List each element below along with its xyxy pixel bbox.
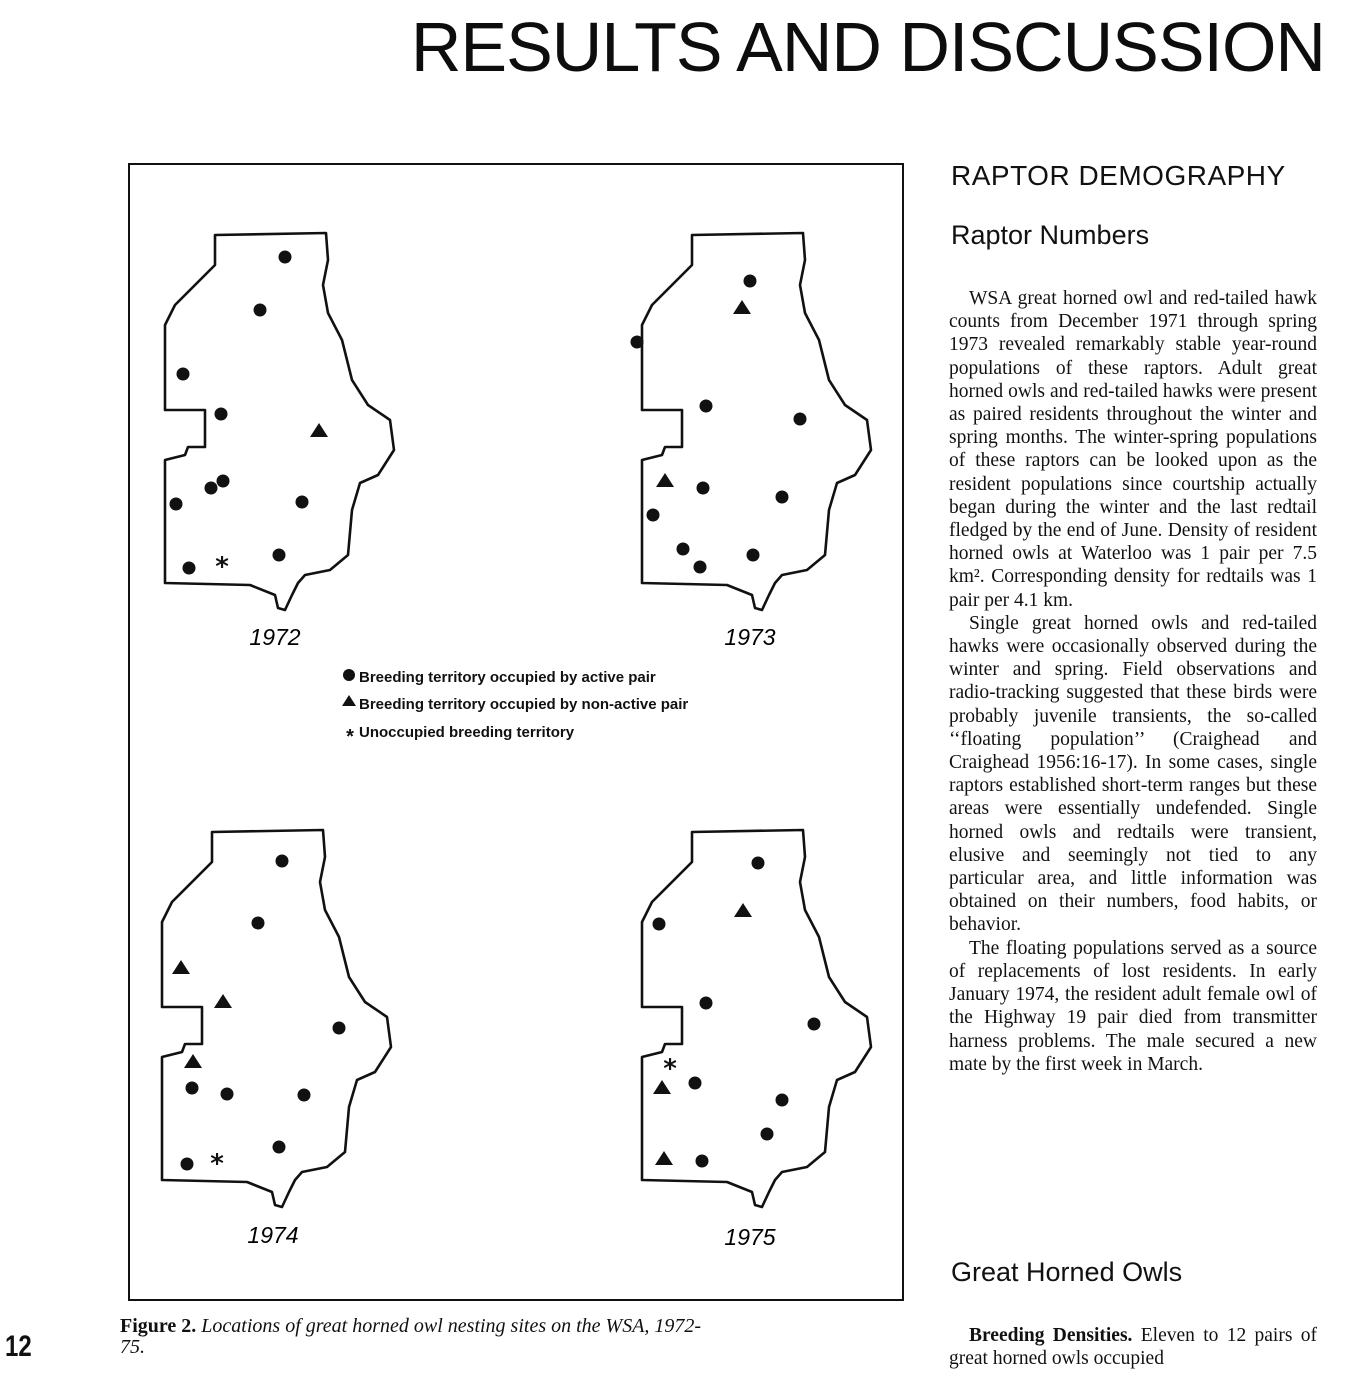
unoccupied-marker-1974: *: [210, 1149, 224, 1179]
paragraph: The floating populations served as a source of replacements of lost residents. In early January 1974, the resident adult female owl of the Highway 19 pair died from transmitter harness problems. The male secured a new mate by the first week in March.: [949, 937, 1317, 1075]
page-number: 12: [5, 1330, 32, 1363]
non-active-pair-marker-1974a: [172, 960, 190, 974]
run-in-heading: Breeding Densities.: [969, 1325, 1133, 1346]
map-year-label: 1974: [247, 1222, 299, 1248]
non-active-pair-marker-1975a: [734, 903, 752, 917]
paragraph: Single great horned owls and red-tailed hawks were occasionally observed during the winter and spring. Field observations and radio-tracking suggested that these birds were probably juvenile transients, the so-called ‘‘floating population’’ (Craighead and Craighead 1956:16-17). In some cases, single raptors established short-term ranges but these areas were essentially undefended. Single horned owls and redtails were transient, elusive and seemingly not tied to any particular area, and little information was obtained on their numbers, food habits, or behavior.: [949, 612, 1317, 936]
subsection-title: Raptor Numbers: [951, 220, 1150, 250]
active-pair-markers-1973: [631, 275, 807, 574]
map-1974: [162, 830, 391, 1207]
active-pair-markers-1974: [181, 855, 346, 1171]
page-heading: RESULTS AND DISCUSSION: [410, 8, 1325, 86]
non-active-pair-marker-1974b: [214, 994, 232, 1008]
article-body-continued: [949, 1324, 1317, 1370]
figure-maps: [130, 165, 906, 1303]
map-year-label: 1975: [724, 1224, 776, 1250]
legend-label: Unoccupied breeding territory: [359, 724, 575, 741]
non-active-pair-marker-1974c: [184, 1054, 202, 1068]
map-1975: [642, 830, 871, 1207]
map-1972: [165, 233, 394, 610]
paragraph-text: Eleven to 12 pairs of great horned owls occupied: [949, 1325, 1317, 1370]
unoccupied-marker-1972: *: [215, 552, 229, 582]
unoccupied-marker-1975: *: [663, 1054, 677, 1084]
active-pair-markers-1975: [653, 857, 821, 1168]
article-body: [949, 287, 1317, 1076]
legend-asterisk-icon: *: [346, 726, 354, 748]
non-active-pair-marker-1973b: [656, 473, 674, 487]
map-year-label: 1972: [249, 624, 301, 650]
figure-legend: [342, 669, 688, 748]
legend-triangle-icon: [342, 695, 356, 706]
caption-text: Locations of great horned owl nesting sites on the WSA, 1972-75.: [120, 1315, 702, 1358]
legend-label: Breeding territory occupied by non-active pair: [359, 696, 689, 713]
non-active-pair-marker-1973: [733, 300, 751, 314]
subsection-title: Great Horned Owls: [951, 1257, 1183, 1287]
active-pair-markers-1972: [170, 251, 309, 575]
map-1973: [631, 233, 872, 610]
paragraph: WSA great horned owl and red-tailed hawk counts from December 1971 through spring 1973 revealed remarkably stable year-round populations of these raptors. Adult great horned owls and red-tailed hawks were present as paired residents throughout the winter and spring months. The winter-spring populations of these raptors can be looked upon as the resident populations since courtship actually began during the winter and the last redtail fledged by the end of June. Density of resident horned owls at Waterloo was 1 pair per 7.5 km². Corresponding density for redtails was 1 pair per 4.1 km.: [949, 288, 1317, 611]
map-year-label: 1973: [724, 624, 776, 650]
legend-label: Breeding territory occupied by active pair: [359, 669, 656, 686]
figure-caption: [120, 1316, 720, 1358]
non-active-pair-marker-1975c: [655, 1151, 673, 1165]
figure-2: [128, 163, 904, 1301]
caption-label: Figure 2.: [120, 1315, 197, 1337]
non-active-pair-marker-1972: [310, 423, 328, 437]
section-title: RAPTOR DEMOGRAPHY: [951, 160, 1286, 191]
legend-circle-icon: [343, 669, 355, 681]
